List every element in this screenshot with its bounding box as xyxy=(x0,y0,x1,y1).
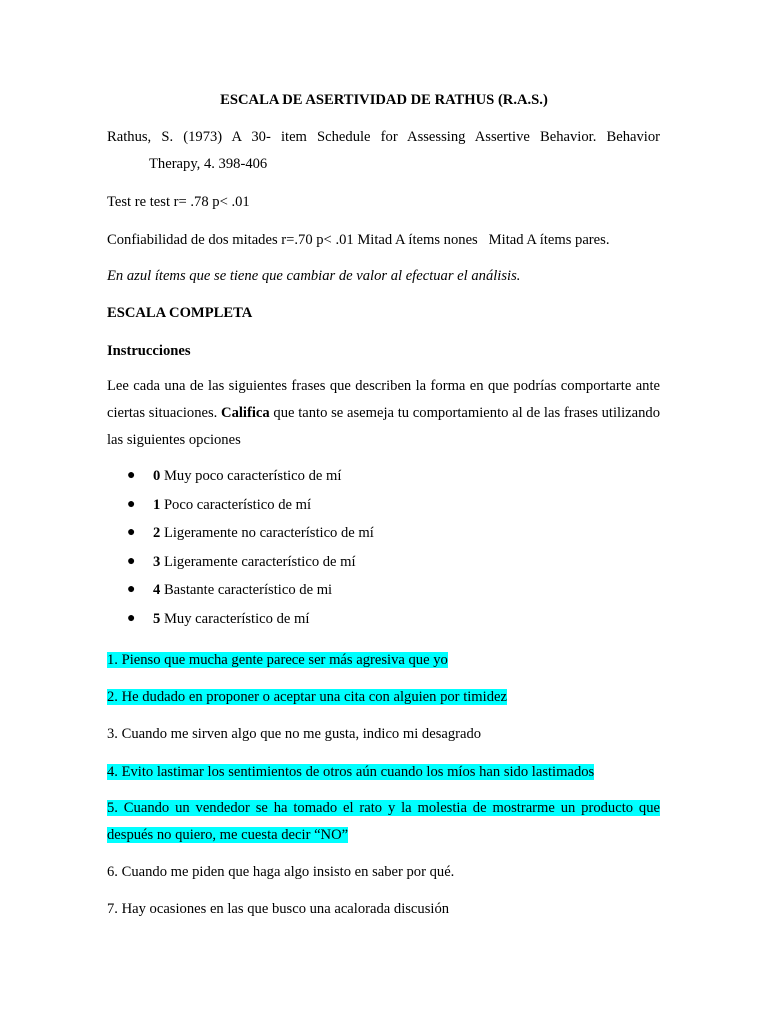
list-item xyxy=(107,609,374,638)
scale-item-1 xyxy=(107,650,660,670)
option-value: 5 xyxy=(153,610,161,627)
option-label: Muy característico de mí xyxy=(160,610,310,627)
bullet-icon: ● xyxy=(127,496,136,512)
list-item xyxy=(107,495,374,524)
list-item xyxy=(107,466,374,495)
item-1-rest-text: que yo xyxy=(404,652,448,668)
option-label: Poco característico de mí xyxy=(160,496,312,513)
blue-items-note: En azul ítems que se tiene que cambiar de valor al efectuar el análisis. xyxy=(107,268,521,284)
bullet-icon: ● xyxy=(127,610,136,626)
section-heading: ESCALA COMPLETA xyxy=(107,305,253,321)
bullet-icon: ● xyxy=(127,525,136,540)
reference-line-2: Therapy, 4. 398-406 xyxy=(149,156,268,172)
list-item xyxy=(107,580,374,609)
reliability-line: Confiabilidad de dos mitades r=.70 p< .01 Mitad A ítems nones Mitad A ítems pares. xyxy=(107,232,610,248)
option-label: Ligeramente característico de mí xyxy=(160,553,356,570)
list-item xyxy=(107,523,374,552)
option-value: 1 xyxy=(153,496,161,513)
option-value: 0 xyxy=(153,468,161,484)
reference-citation xyxy=(107,124,660,178)
option-label: Ligeramente no característico de mí xyxy=(160,525,374,541)
scale-item-7: 7. Hay ocasiones en las que busco una acalorada discusión xyxy=(107,901,450,917)
option-value: 4 xyxy=(153,582,161,598)
option-label: Muy poco característico de mí xyxy=(160,468,342,484)
scale-item-2 xyxy=(107,687,660,707)
instructions-heading: Instrucciones xyxy=(107,343,191,359)
scale-item-5 xyxy=(107,795,660,849)
scale-item-3: 3. Cuando me sirven algo que no me gusta, indico mi desagrado xyxy=(107,726,482,742)
instructions-text-2: que tanto se asemeja tu comportamiento al de las frases utilizando las siguientes opciones xyxy=(107,405,660,448)
instructions-text-1: Lee cada una de las siguientes frases que describen la forma en que podrías comportarte ante ciertas situaciones. xyxy=(107,378,660,421)
reference-line-1: Rathus, S. (1973) A 30- item Schedule for Assessing Assertive Behavior. Behavior xyxy=(107,129,660,145)
document-title: ESCALA DE ASERTIVIDAD DE RATHUS (R.A.S.) xyxy=(220,92,548,108)
bullet-icon: ● xyxy=(127,582,136,597)
instructions-bold-word: Califica xyxy=(221,405,270,421)
bullet-icon: ● xyxy=(127,468,136,483)
item-4-text: 4. Evito lastimar los sentimientos de otros aún cuando los míos han sido lastimados xyxy=(107,764,595,780)
item-1-highlighted-text: 1. Pienso que mucha gente parece ser más agresiva xyxy=(107,652,405,668)
option-value: 3 xyxy=(153,553,161,570)
rating-options-list xyxy=(107,466,374,637)
test-retest-line: Test re test r= .78 p< .01 xyxy=(107,194,250,210)
item-2-text: 2. He dudado en proponer o aceptar una cita con alguien por timidez xyxy=(107,689,507,705)
item-5-text: 5. Cuando un vendedor se ha tomado el rato y la molestia de mostrarme un producto que después no quiero, me cuesta decir “NO” xyxy=(107,800,660,843)
scale-item-6: 6. Cuando me piden que haga algo insisto en saber por qué. xyxy=(107,864,455,880)
option-value: 2 xyxy=(153,525,161,541)
bullet-icon: ● xyxy=(127,553,136,569)
option-label: Bastante característico de mi xyxy=(160,582,333,598)
list-item xyxy=(107,552,374,581)
instructions-paragraph xyxy=(107,373,660,454)
scale-item-4 xyxy=(107,762,660,782)
